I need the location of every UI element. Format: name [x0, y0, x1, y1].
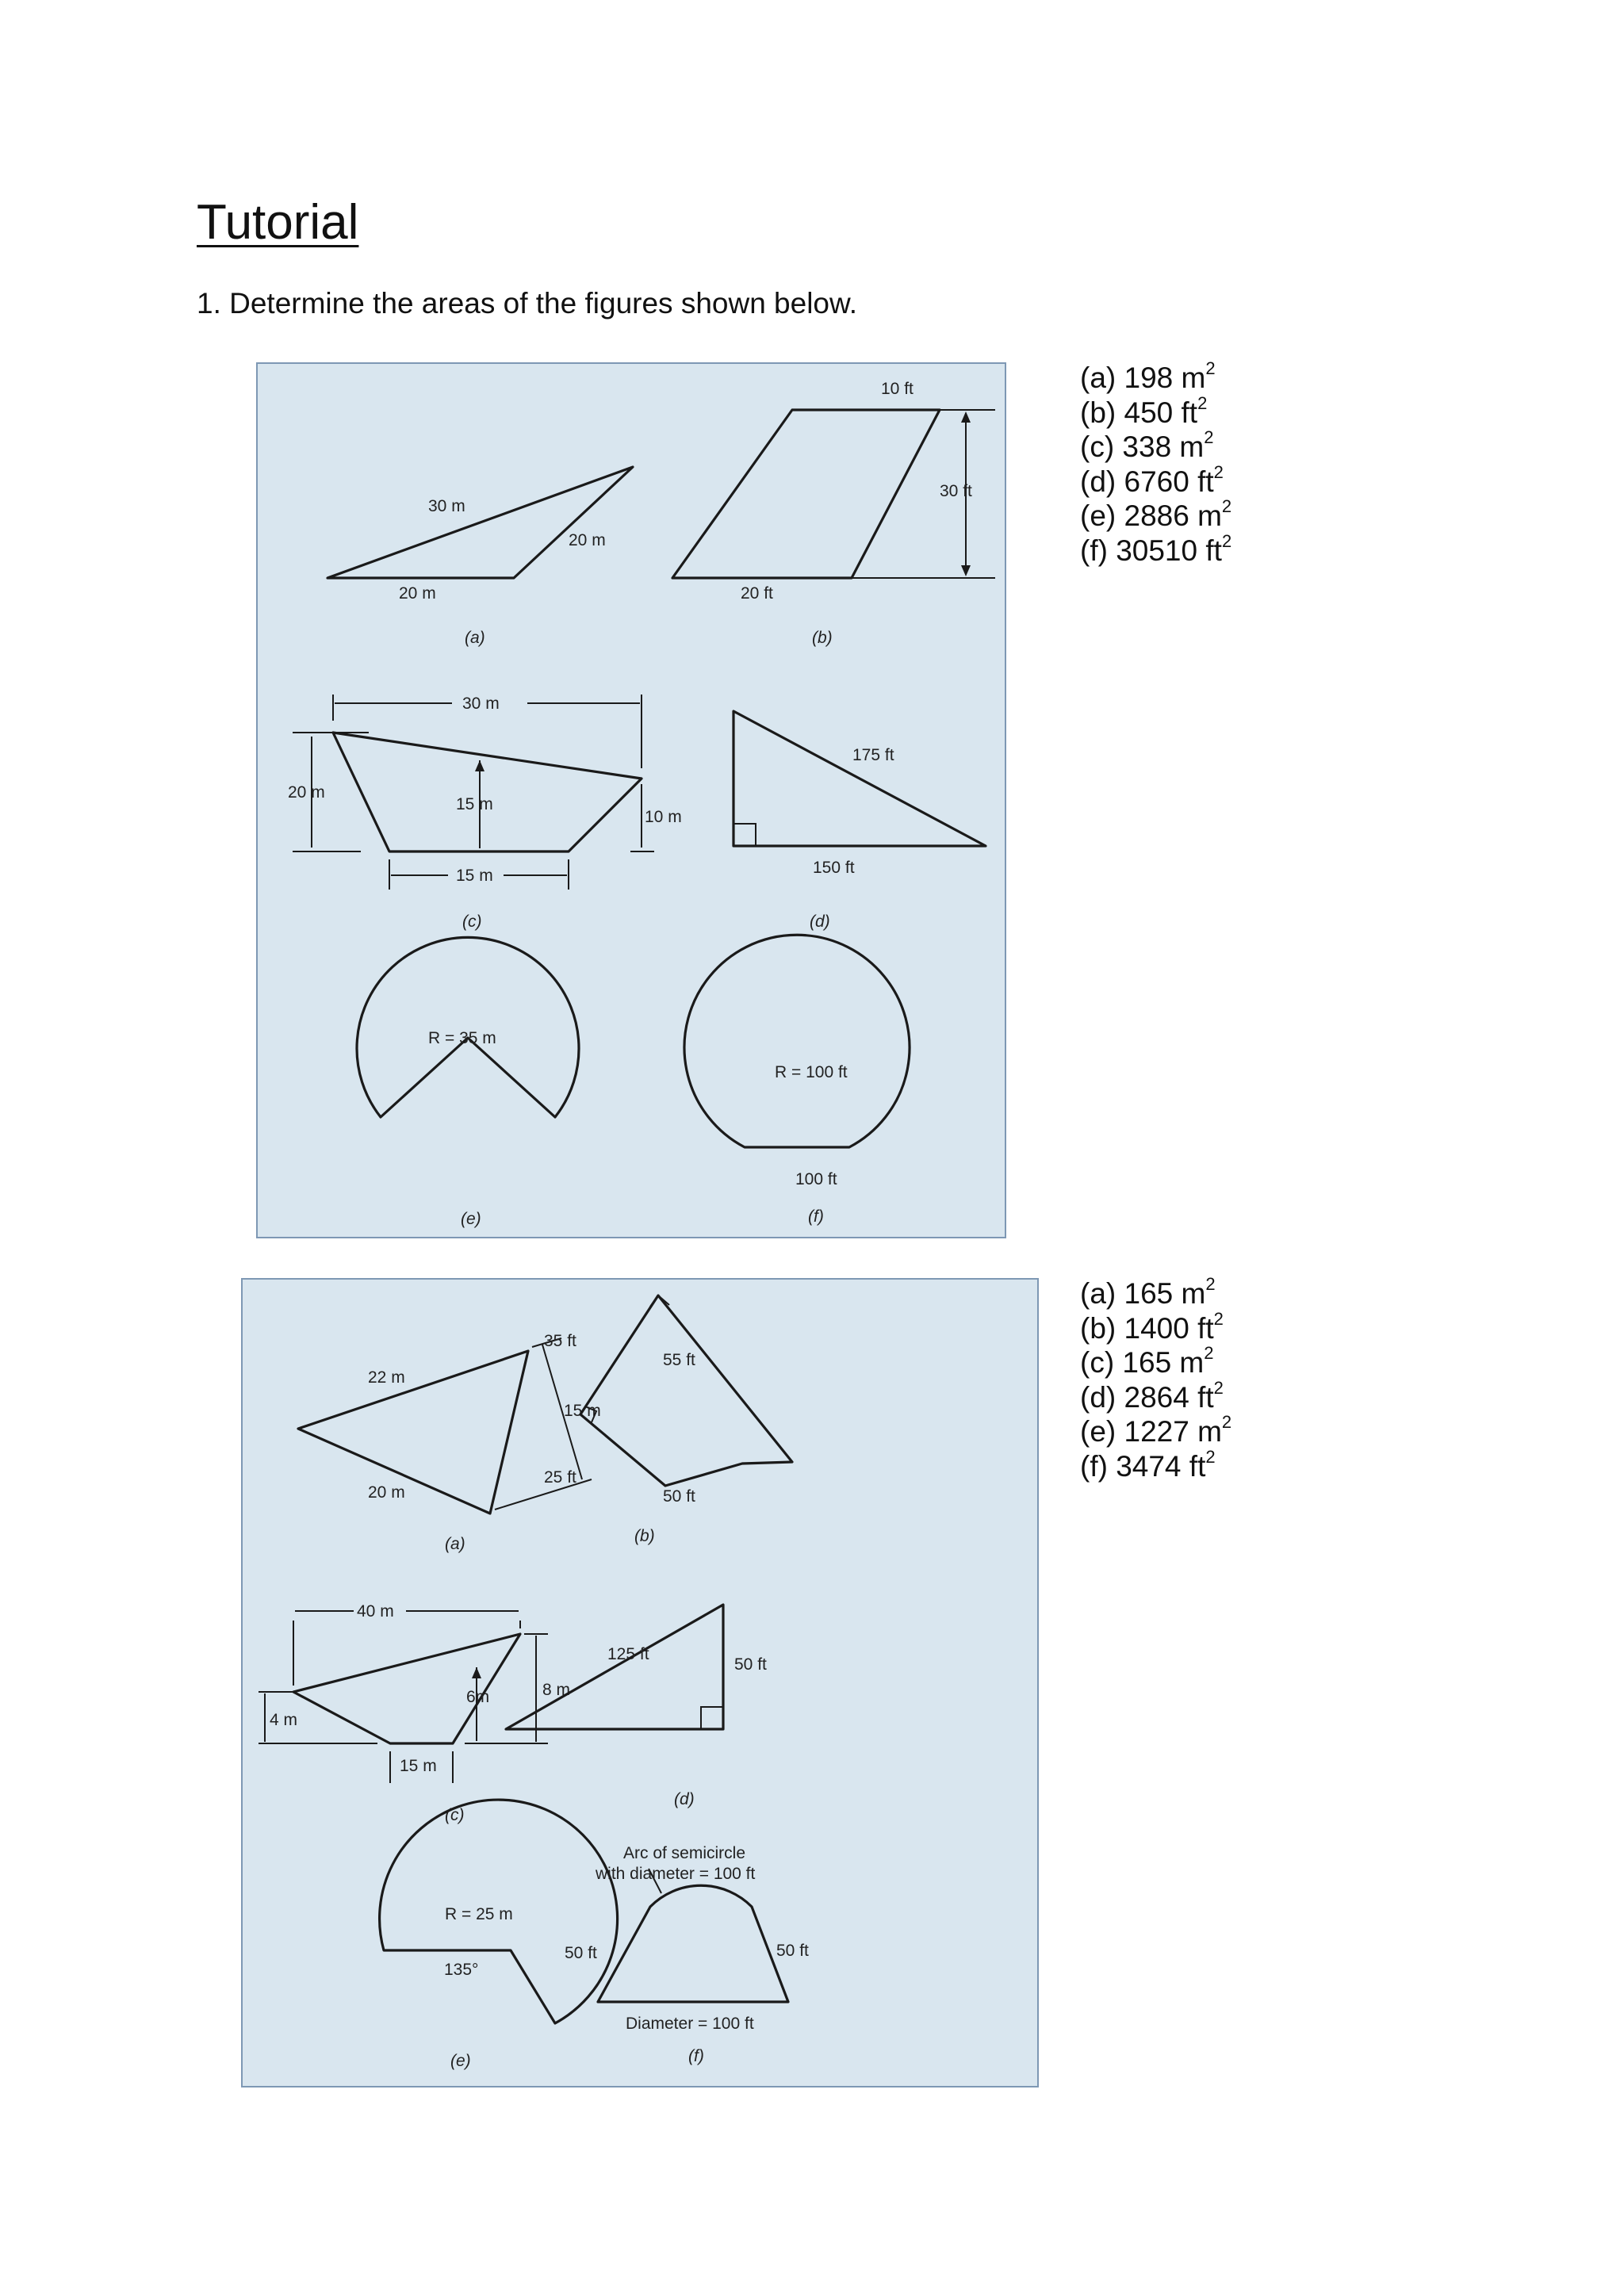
answer-2e: (e) 1227 $m^2$: [1080, 1412, 1232, 1448]
label-1f-radius: R = 100 ft: [775, 1063, 848, 1081]
answer-2b: (b) 1400 $ft^2$: [1080, 1308, 1224, 1345]
label-2f-arc-note-1: Arc of semicircle: [623, 1844, 746, 1862]
answers-set-1: [1080, 358, 1232, 568]
answers-set-2: [1080, 1276, 1231, 1483]
caption-2a: (a): [445, 1535, 465, 1553]
figure-panel-2-drawing: [243, 1280, 1040, 2089]
label-2c-right-height: 8 m: [542, 1681, 571, 1699]
label-2a-height: 15 m: [564, 1402, 601, 1420]
answer-1c: (c) 338 $m^2$: [1080, 427, 1214, 463]
label-1e-radius: R = 35 m: [428, 1029, 496, 1047]
caption-1b: (b): [812, 629, 833, 647]
question-text: 1. Determine the areas of the figures shown below.: [197, 287, 857, 320]
caption-1c: (c): [462, 913, 482, 931]
caption-2f: (f): [688, 2047, 704, 2065]
label-2e-angle: 135°: [444, 1961, 479, 1979]
figure-2a: [298, 1338, 601, 1553]
answer-2d: (d) 2864 $ft^2$: [1080, 1377, 1224, 1414]
label-1c-inner-height: 15 m: [456, 795, 493, 813]
label-2a-side-bottom: 20 m: [368, 1483, 405, 1502]
label-2c-width: 40 m: [357, 1602, 394, 1621]
label-2e-radius: R = 25 m: [445, 1905, 513, 1923]
label-2c-inner-height: 6m: [466, 1688, 490, 1706]
caption-2c: (c): [445, 1806, 465, 1824]
figure-1d: [733, 711, 986, 931]
figure-2e: [380, 1800, 618, 2070]
label-1b-base: 20 ft: [741, 584, 773, 603]
caption-2d: (d): [674, 1790, 695, 1808]
label-1f-chord: 100 ft: [795, 1170, 837, 1188]
caption-1e: (e): [461, 1210, 481, 1228]
label-2a-side-top: 22 m: [368, 1368, 405, 1387]
answer-2a: (a) 165 $m^2$: [1080, 1274, 1216, 1310]
figure-2b: [544, 1295, 792, 1545]
page-title: Tutorial: [197, 195, 359, 250]
answer-1a: (a) 198 $m^2$: [1080, 358, 1216, 394]
figure-panel-1: [256, 362, 1006, 1238]
label-1a-side-right: 20 m: [569, 531, 606, 549]
figure-1f: [684, 935, 910, 1226]
caption-1d: (d): [810, 913, 830, 931]
label-2b-left-bottom: 25 ft: [544, 1468, 576, 1487]
figure-panel-1-drawing: [258, 364, 1008, 1240]
label-2f-left: 50 ft: [565, 1944, 597, 1962]
label-2b-left-top: 35 ft: [544, 1332, 576, 1350]
label-1a-base: 20 m: [399, 584, 436, 603]
label-1c-right-height: 10 m: [645, 808, 682, 826]
caption-1a: (a): [465, 629, 485, 647]
label-2f-arc-note-2: with diameter = 100 ft: [596, 1865, 756, 1883]
caption-1f: (f): [808, 1207, 824, 1226]
label-1b-height: 30 ft: [940, 482, 972, 500]
label-2d-height: 50 ft: [734, 1655, 767, 1674]
label-1a-side-top: 30 m: [428, 497, 465, 515]
caption-2b: (b): [634, 1527, 655, 1545]
figure-1a: [327, 467, 633, 647]
answer-2f: (f) 3474 $ft^2$: [1080, 1446, 1216, 1483]
answer-1f: (f) 30510 $ft^2$: [1080, 530, 1232, 567]
label-2b-right: 55 ft: [663, 1351, 695, 1369]
answer-1d: (d) 6760 $ft^2$: [1080, 461, 1224, 498]
label-2c-left-height: 4 m: [270, 1711, 298, 1729]
label-1d-hypotenuse: 175 ft: [852, 746, 894, 764]
figure-1e: [357, 937, 579, 1228]
figure-panel-2: [241, 1278, 1039, 2087]
answer-1e: (e) 2886 $m^2$: [1080, 496, 1232, 532]
figure-1c: [288, 695, 682, 931]
figure-2c: [259, 1602, 570, 1824]
figure-2f: [565, 1844, 809, 2065]
label-1b-top: 10 ft: [881, 380, 914, 398]
label-1d-base: 150 ft: [813, 859, 855, 877]
answer-2c: (c) 165 $m^2$: [1080, 1343, 1214, 1379]
answer-1b: (b) 450 $ft^2$: [1080, 392, 1208, 429]
label-2b-bottom-edge: 50 ft: [663, 1487, 695, 1506]
figure-1b: [672, 380, 995, 647]
label-2d-hypotenuse: 125 ft: [607, 1645, 649, 1663]
label-2f-right: 50 ft: [776, 1942, 809, 1960]
label-2c-base: 15 m: [400, 1757, 437, 1775]
label-1c-base: 15 m: [456, 867, 493, 885]
label-2f-base: Diameter = 100 ft: [626, 2015, 754, 2033]
label-1c-left-height: 20 m: [288, 783, 325, 802]
caption-2e: (e): [450, 2052, 471, 2070]
figure-2d: [506, 1605, 767, 1808]
label-1c-width: 30 m: [462, 695, 500, 713]
